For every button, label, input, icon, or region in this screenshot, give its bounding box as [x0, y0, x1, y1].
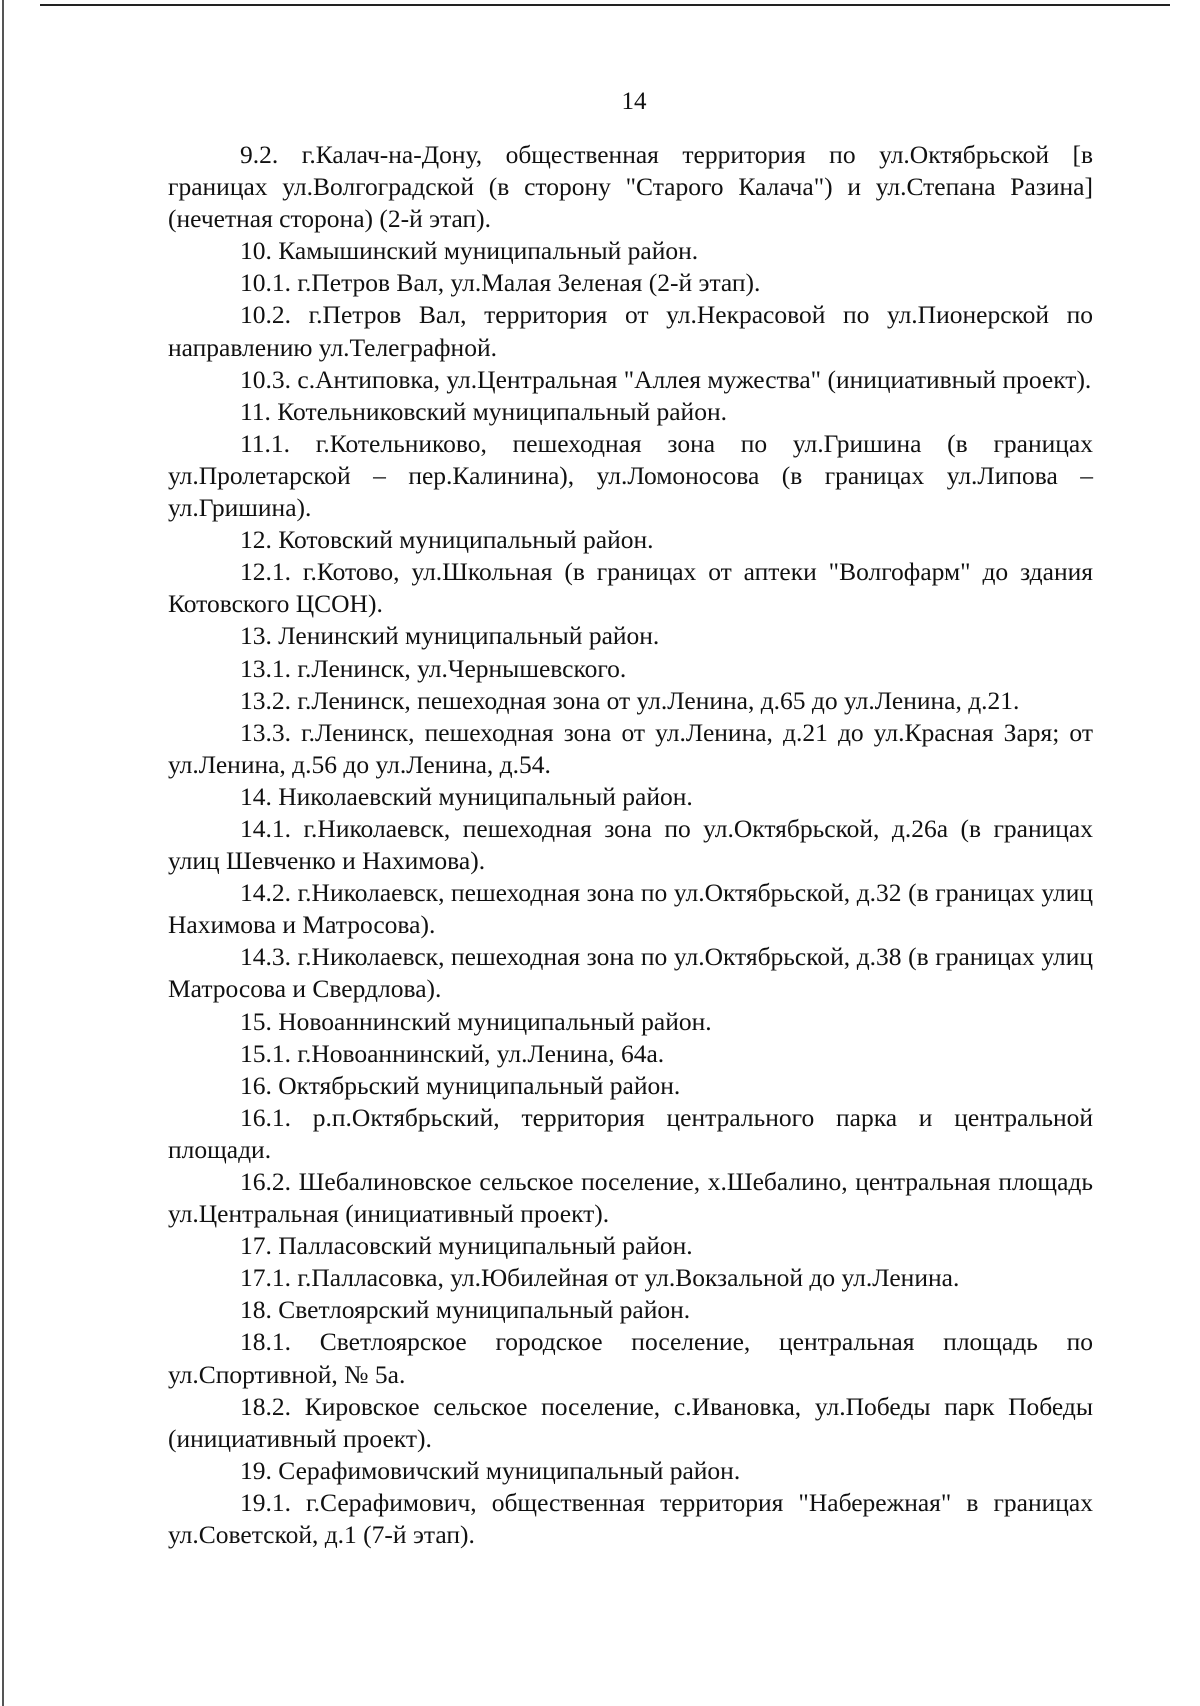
paragraph-10-3: 10.3. с.Антиповка, ул.Центральная "Аллея мужества" (инициативный проект). [240, 364, 1092, 394]
paragraph-17: 17. Палласовский муниципальный район. [240, 1231, 693, 1261]
paragraph-10-2: 10.2. г.Петров Вал, территория от ул.Некрасовой по ул.Пионерской по направлению ул.Телеграфной. [168, 300, 1093, 362]
page-number: 14 [621, 88, 647, 115]
paragraph-16-1: 16.1. р.п.Октябрьский, территория центрального парка и центральной площади. [168, 1102, 1093, 1164]
paragraph-13: 13. Ленинский муниципальный район. [240, 621, 660, 651]
paragraph-11: 11. Котельниковский муниципальный район. [240, 396, 727, 426]
paragraph-13-1: 13.1. г.Ленинск, ул.Чернышевского. [240, 653, 627, 683]
document-body [168, 139, 1093, 1551]
paragraph-17-1: 17.1. г.Палласовка, ул.Юбилейная от ул.Вокзальной до ул.Ленина. [240, 1263, 960, 1293]
paragraph-14: 14. Николаевский муниципальный район. [240, 781, 693, 811]
paragraph-10: 10. Камышинский муниципальный район. [240, 236, 699, 266]
paragraph-14-3: 14.3. г.Николаевск, пешеходная зона по ул.Октябрьской, д.38 (в границах улиц Матросова и Свердлова). [168, 942, 1093, 1004]
paragraph-15-1: 15.1. г.Новоаннинский, ул.Ленина, 64а. [240, 1038, 665, 1068]
paragraph-14-2: 14.2. г.Николаевск, пешеходная зона по ул.Октябрьской, д.32 (в границах улиц Нахимова и Матросова). [168, 878, 1093, 940]
paragraph-13-2: 13.2. г.Ленинск, пешеходная зона от ул.Ленина, д.65 до ул.Ленина, д.21. [240, 685, 1020, 715]
paragraph-11-1: 11.1. г.Котельниково, пешеходная зона по ул.Гришина (в границах ул.Пролетарской – пер.Калинина), ул.Ломоносова (в границах ул.Липова – ул.Гришина). [168, 428, 1093, 523]
paragraph-12: 12. Котовский муниципальный район. [240, 525, 654, 555]
paragraph-19-1: 19.1. г.Серафимович, общественная территория "Набережная" в границах ул.Советской, д.1 (7-й этап). [168, 1487, 1093, 1550]
paragraph-10-1: 10.1. г.Петров Вал, ул.Малая Зеленая (2-й этап). [240, 268, 761, 298]
paragraph-15: 15. Новоаннинский муниципальный район. [240, 1006, 712, 1036]
paragraph-9-2: 9.2. г.Калач-на-Дону, общественная территория по ул.Октябрьской [в границах ул.Волгоградской (в сторону "Старого Калача") и ул.Степана Разина] (нечетная сторона) (2-й этап). [168, 140, 1093, 234]
scan-left-edge [2, 0, 4, 1706]
paragraph-13-3: 13.3. г.Ленинск, пешеходная зона от ул.Ленина, д.21 до ул.Красная Заря; от ул.Ленина, д.56 до ул.Ленина, д.54. [168, 717, 1093, 779]
paragraph-16: 16. Октябрьский муниципальный район. [240, 1070, 681, 1100]
paragraph-14-1: 14.1. г.Николаевск, пешеходная зона по ул.Октябрьской, д.26а (в границах улиц Шевченко и Нахимова). [168, 813, 1093, 876]
paragraph-19: 19. Серафимовичский муниципальный район. [240, 1455, 741, 1485]
paragraph-18: 18. Светлоярский муниципальный район. [240, 1295, 691, 1325]
paragraph-18-1: 18.1. Светлоярское городское поселение, центральная площадь по ул.Спортивной, № 5а. [168, 1327, 1093, 1389]
paragraph-16-2: 16.2. Шебалиновское сельское поселение, х.Шебалино, центральная площадь ул.Центральная (инициативный проект). [168, 1167, 1093, 1229]
paragraph-18-2: 18.2. Кировское сельское поселение, с.Ивановка, ул.Победы парк Победы (инициативный проект). [168, 1391, 1093, 1453]
scan-top-edge [40, 4, 1170, 6]
paragraph-12-1: 12.1. г.Котово, ул.Школьная (в границах от аптеки "Волгофарм" до здания Котовского ЦСОН). [168, 557, 1093, 619]
